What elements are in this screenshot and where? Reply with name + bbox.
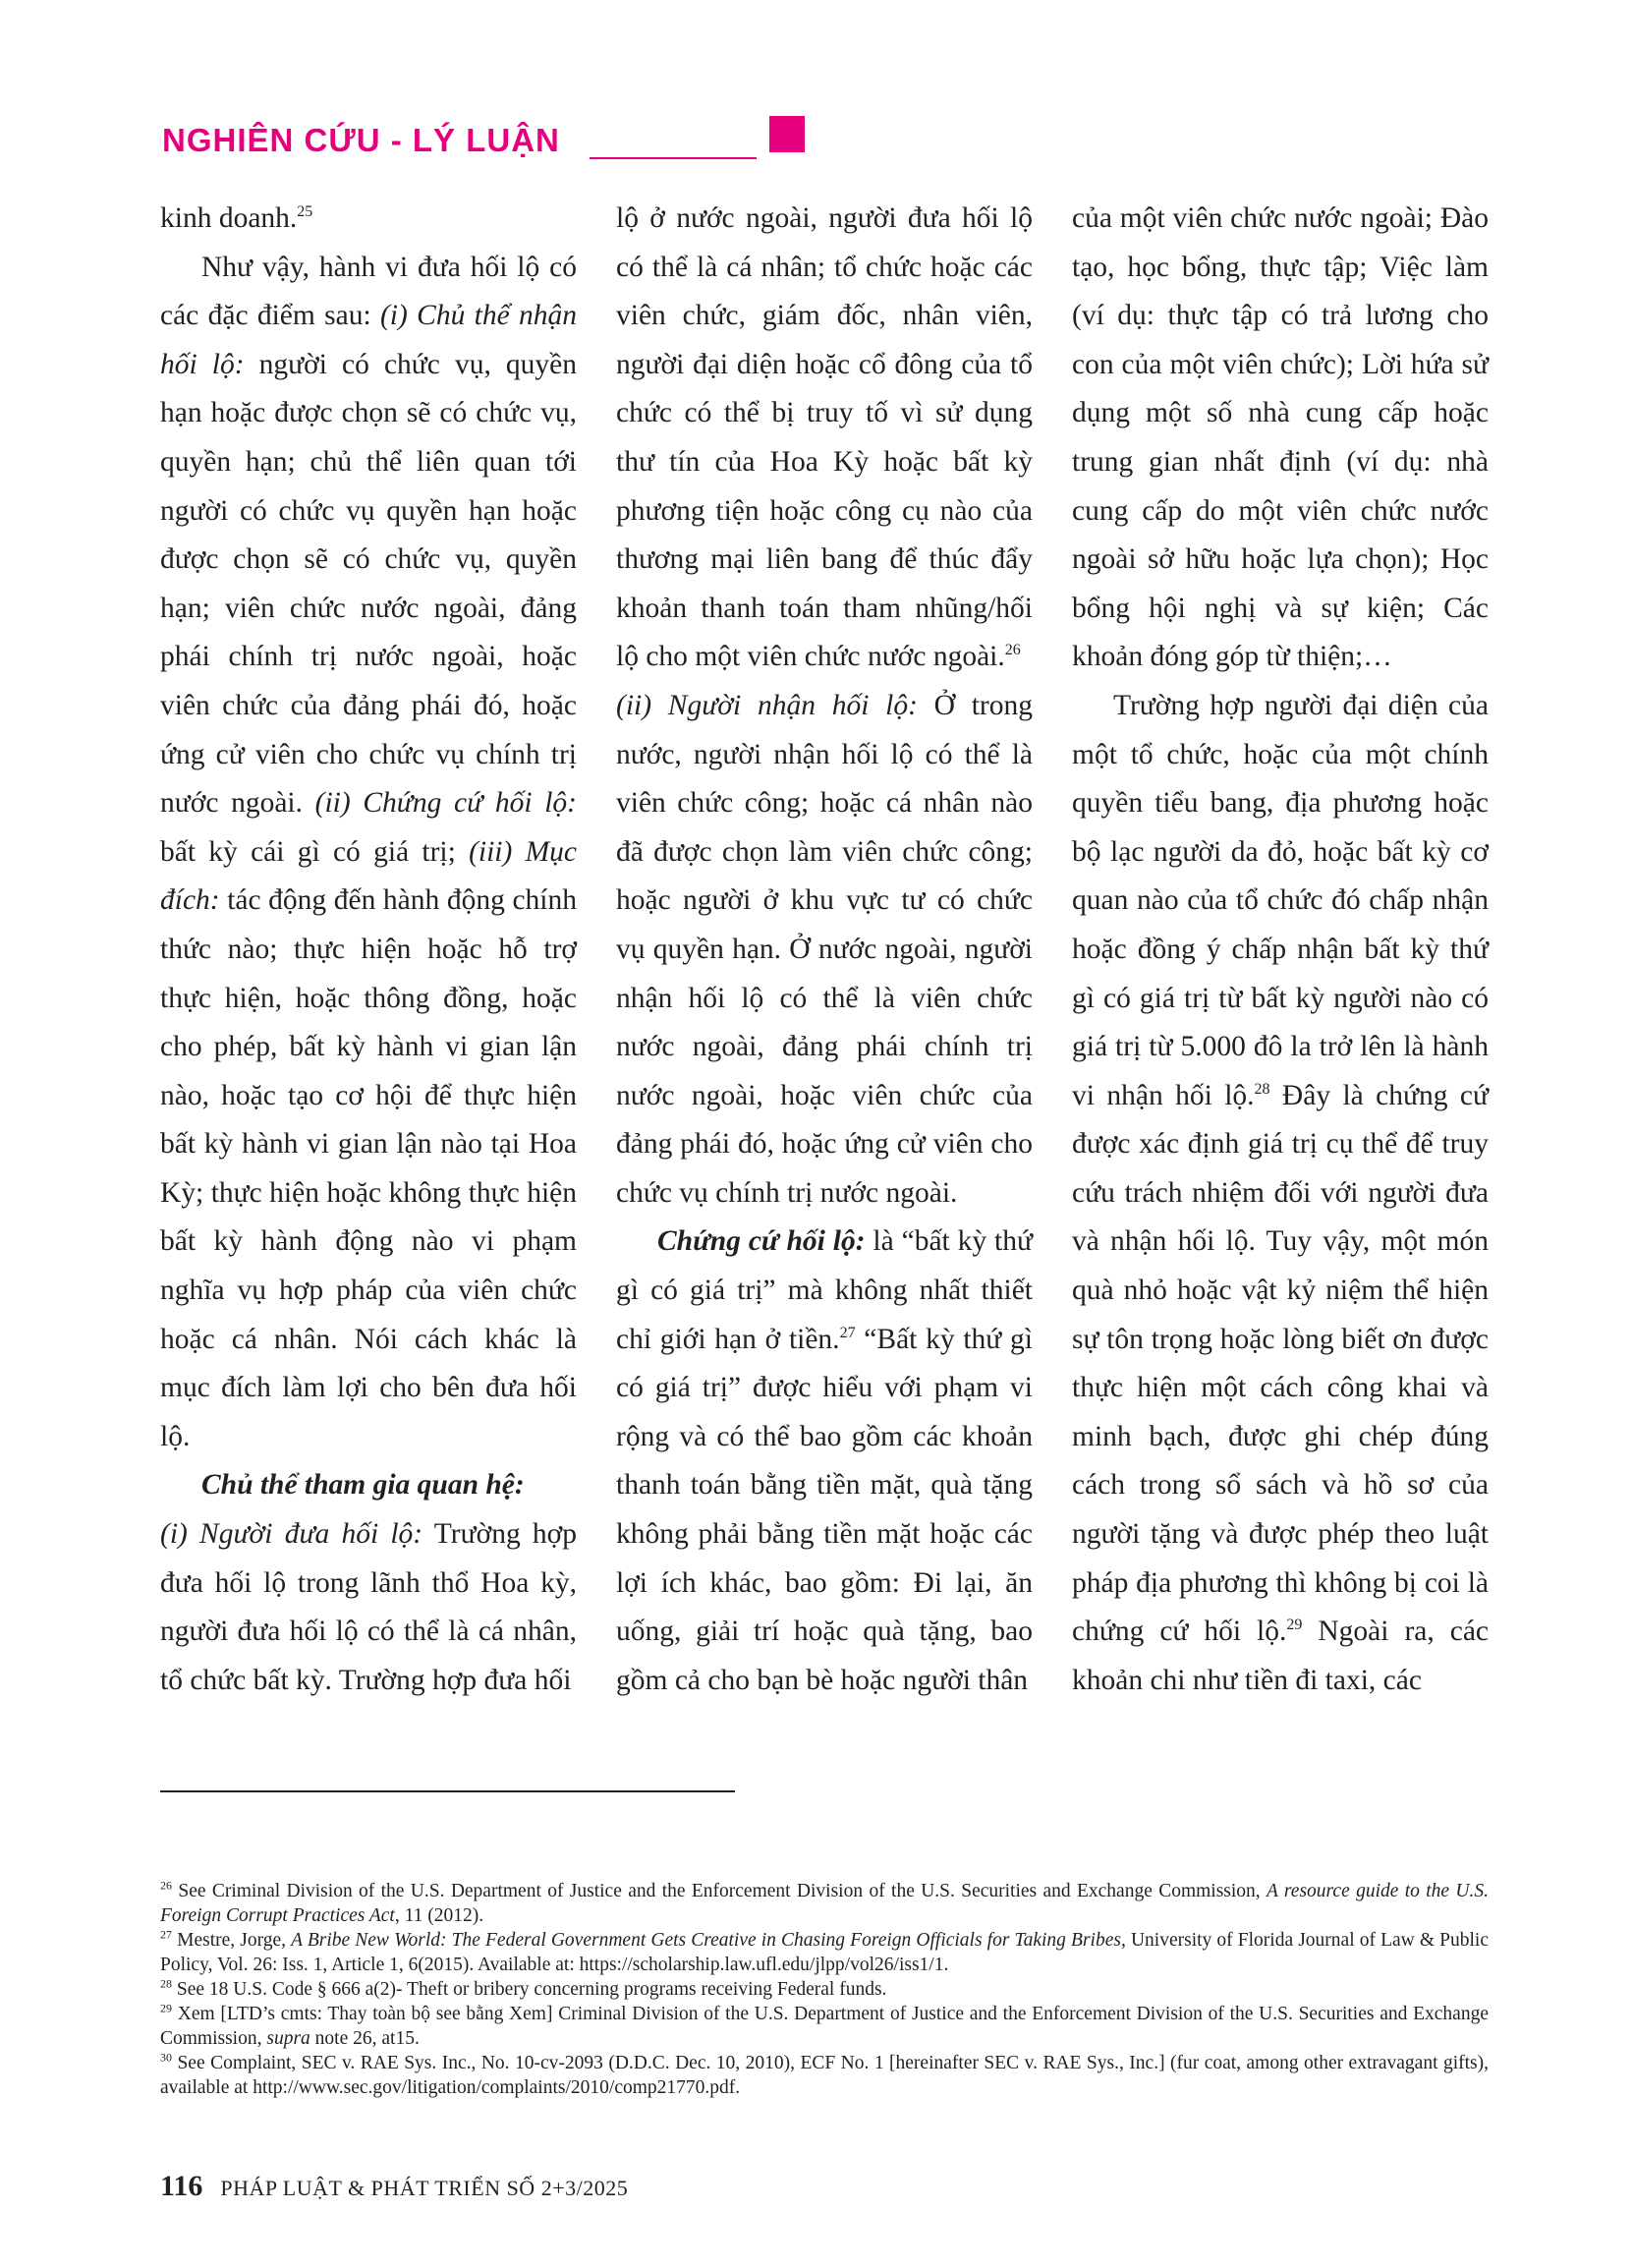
header-rule [590,157,757,159]
footnote-ref: 27 [839,1324,856,1341]
paragraph: Chủ thể tham gia quan hệ: (i) Người đưa hối lộ: Trường hợp đưa hối lộ trong lãnh thổ Hoa kỳ, người đưa hối lộ có thể là cá nhân, tổ chức bất kỳ. Trường hợp đưa hối [160,1469,577,1696]
page-number: 116 [160,2170,203,2202]
footnotes [160,1879,1489,2100]
paragraph: Trường hợp người đại diện của một tổ chức, hoặc của một chính quyền tiểu bang, địa phương hoặc bộ lạc người da đỏ, hoặc bất kỳ cơ quan nào của tổ chức đó chấp nhận hoặc đồng ý chấp nhận bất kỳ thứ gì có giá trị từ bất kỳ người nào có giá trị từ 5.000 đô la trở lên là hành vi nhận hối lộ.$^{28}$ Đây là chứng cứ được xác định giá trị cụ thể để truy cứu trách nhiệm đối với người đưa và nhận hối lộ. Tuy vậy, một món quà nhỏ hoặc vật kỷ niệm thể hiện sự tôn trọng hoặc lòng biết ơn được thực hiện một cách công khai và minh bạch, được ghi chép đúng cách trong sổ sách và hồ sơ của người tặng và được phép theo luật pháp địa phương thì không bị coi là chứng cứ hối lộ.$^{29}$ Ngoài ra, các khoản chi như tiền đi taxi, các [1072,689,1490,1696]
footnote-ref: 28 [1254,1080,1270,1098]
text-column-2 [616,195,1033,1705]
paragraph: Như vậy, hành vi đưa hối lộ có các đặc điểm sau: (i) Chủ thể nhận hối lộ: người có chức vụ, quyền hạn hoặc được chọn sẽ có chức vụ, quyền hạn; chủ thể liên quan tới người có chức vụ quyền hạn hoặc được chọn sẽ có chức vụ, quyền hạn; viên chức nước ngoài, đảng phái chính trị nước ngoài, hoặc viên chức của đảng phái đó, hoặc ứng cử viên cho chức vụ chính trị nước ngoài. (ii) Chứng cứ hối lộ: bất kỳ cái gì có giá trị; (iii) Mục đích: tác động đến hành động chính thức nào; thực hiện hoặc hỗ trợ thực hiện, hoặc thông đồng, hoặc cho phép, bất kỳ hành vi gian lận nào, hoặc tạo cơ hội để thực hiện bất kỳ hành vi gian lận nào tại Hoa Kỳ; thực hiện hoặc không thực hiện bất kỳ hành động nào vi phạm nghĩa vụ hợp pháp của viên chức hoặc cá nhân. Nói cách khác là mục đích làm lợi cho bên đưa hối lộ. [160,251,578,1452]
paragraph: (ii) Người nhận hối lộ: Ở trong nước, người nhận hối lộ có thể là viên chức công; hoặc cá nhân nào đã được chọn làm viên chức công; hoặc người ở khu vực tư có chức vụ quyền hạn. Ở nước ngoài, người nhận hối lộ có thể là viên chức nước ngoài, đảng phái chính trị nước ngoài, hoặc viên chức của đảng phái đó, hoặc ứng cử viên cho chức vụ chính trị nước ngoài. [616,689,1033,1209]
paragraph: kinh doanh.$^{25}$ [160,202,313,234]
page-header [162,116,653,160]
paragraph: của một viên chức nước ngoài; Đào tạo, học bổng, thực tập; Việc làm (ví dụ: thực tập có trả lương cho con của một viên chức); Lời hứa sử dụng một số nhà cung cấp hoặc trung gian nhất định (ví dụ: nhà cung cấp do một viên chức nước ngoài sở hữu hoặc lựa chọn); Học bổng hội nghị và sự kiện; Các khoản đóng góp từ thiện;… [1072,202,1489,673]
footnote-ref: 29 [1286,1616,1303,1634]
footnote-separator [160,1790,735,1792]
footnote-ref: 26 [1004,642,1021,659]
text-column-3 [1072,195,1489,1705]
publication-name: PHÁP LUẬT & PHÁT TRIỂN SỐ 2+3/2025 [220,2176,629,2200]
footnote-26: $^{26}$ See Criminal Division of the U.S. Department of Justice and the Enforcement Division of the U.S. Securities and Exchange Commission, A resource guide to the U.S. Foreign Corrupt Practices Act, 11 (2012). [160,1878,1489,1926]
section-title: NGHIÊN CỨU - LÝ LUẬN [162,122,560,158]
paragraph: Chứng cứ hối lộ: là “bất kỳ thứ gì có giá trị” mà không nhất thiết chỉ giới hạn ở tiền.$^{27}$ “Bất kỳ thứ gì có giá trị” được hiểu với phạm vi rộng và có thể bao gồm các khoản thanh toán bằng tiền mặt, quà tặng không phải bằng tiền mặt hoặc các lợi ích khác, bao gồm: Đi lại, ăn uống, giải trí hoặc quà tặng, bao gồm cả cho bạn bè hoặc người thân [616,1225,1033,1696]
footnote-27: $^{27}$ Mestre, Jorge, A Bribe New World: The Federal Government Gets Creative in Chasing Foreign Officials for Taking Bribes, University of Florida Journal of Law & Public Policy, Vol. 26: Iss. 1, Article 1, 6(2015). Available at: https://scholarship.law.ufl.edu/jlpp/vol26/iss1/1. [160,1927,1489,1975]
text-column-1 [160,195,577,1705]
footnote-29: $^{29}$ Xem [LTD’s cmts: Thay toàn bộ see bằng Xem] Criminal Division of the U.S. Department of Justice and the Enforcement Division of the U.S. Securities and Exchange Commission, supra note 26, at15. [160,2001,1489,2049]
page-footer [160,2170,628,2203]
paragraph: lộ ở nước ngoài, người đưa hối lộ có thể là cá nhân; tổ chức hoặc các viên chức, giám đốc, nhân viên, người đại diện hoặc cổ đông của tổ chức có thể bị truy tố vì sử dụng thư tín của Hoa Kỳ hoặc bất kỳ phương tiện hoặc công cụ nào của thương mại liên bang để thúc đẩy khoản thanh toán tham nhũng/hối lộ cho một viên chức nước ngoài.$^{26}$ [616,202,1033,673]
header-accent-block [769,116,805,152]
footnote-28: $^{28}$ See 18 U.S. Code § 666 a(2)- Theft or bribery concerning programs receiving Federal funds. [160,1976,887,2000]
footnote-30: $^{30}$ See Complaint, SEC v. RAE Sys. Inc., No. 10-cv-2093 (D.D.C. Dec. 10, 2010), ECF No. 1 [hereinafter SEC v. RAE Sys., Inc.] (fur coat, among other extravagant gifts), available at http://www.sec.gov/litigation/complaints/2010/comp21770.pdf. [160,2050,1489,2098]
footnote-ref: 25 [297,203,313,221]
